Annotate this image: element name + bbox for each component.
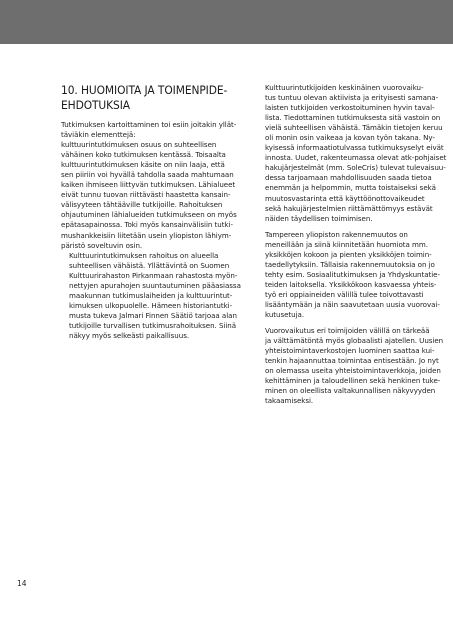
text-line: tenkin hajaannuttaa toimintaa entisestään. Jo nyt [265, 356, 439, 366]
heading-line: 10. HUOMIOITA JA TOIMENPIDE- [61, 83, 228, 97]
text-line: ohjautuminen lähialueiden tutkimukseen on myös [61, 210, 237, 220]
text-line: takaamiseksi. [265, 396, 314, 406]
text-line: suhteellisen vähäistä. Yllättävintä on Suomen [69, 260, 230, 270]
body-paragraph [257, 83, 447, 224]
left-paragraphs [61, 120, 241, 341]
text-line: näkyy myös selkeästi paikallisuus. [69, 330, 190, 340]
text-line: kulttuurintutkimuksen osuus on suhteellisen [61, 140, 217, 150]
text-line: sekä hakujärjestelmien riittämättömyys estävät [265, 203, 433, 213]
text-line: kaiken ihmiseen liittyvän tutkimuksen. Lähialueet [61, 180, 236, 190]
text-line: ja välttämätöntä myös globaalisti ajatellen. Uusien [265, 336, 444, 346]
text-line: tutkijoille turvallisen tutkimusrahoituksen. Siinä [69, 320, 236, 330]
text-line: välisyyteen tähtääville tutkijoille. Rahoituksen [61, 200, 223, 210]
text-line: kulttuurintutkimuksen käsite on niin laaja, että [61, 160, 225, 170]
body-paragraph [61, 120, 237, 140]
chapter-heading [61, 83, 228, 113]
text-line: tehty esim. Sosiaalitutkimuksen ja Yhdyskuntatie- [265, 269, 440, 279]
text-line: muutosvastarinta että käyttöönottovaikeudet [265, 193, 425, 203]
text-line: täviäkin elementtejä: [61, 130, 136, 140]
text-line: teiden laitoksella. Yksikkökoon kasvaessa yhteis- [265, 279, 437, 289]
text-line: vähäinen koko tutkimuksen kentässä. Toisaalta [61, 150, 226, 160]
right-column [257, 83, 447, 406]
page-number: 14 [17, 579, 27, 588]
text-line: meneillään ja siinä kiinnitetään huomiota mm. [265, 239, 428, 249]
text-line: minen on oleellista valtakunnallisen näkyvyyden [265, 386, 436, 396]
heading-line: EHDOTUKSIA [61, 98, 130, 112]
text-line: lisääntymään ja näin saavutetaan uusia vuorovai- [265, 299, 440, 309]
text-line: maakunnan tutkimuslaiheiden ja kulttuurintut- [69, 290, 233, 300]
text-line: kyisessä informaatiotulvassa tutkimuksyselyt eivät [265, 143, 444, 153]
text-line: dessa tarjoamaan mahdollisuuden saada tietoa [265, 173, 432, 183]
text-line: Tutkimuksen kartoittaminen toi esiin joitakin yllät- [61, 120, 237, 129]
text-line: taedellytyksiin. Tällaisia rakennemuutoksia on jo [265, 259, 435, 269]
body-paragraph [257, 326, 444, 406]
text-line: yksikköjen kokoon ja pienten yksikköjen toimin- [265, 249, 432, 259]
text-line: kutusetuja. [265, 310, 305, 320]
text-line: nettyjen apurahojen suuntautuminen pääasiassa [69, 280, 241, 290]
text-line: kimuksen ulkopuolelle. Hämeen historiantutki- [69, 300, 233, 310]
text-line: musta tukeva Jalmari Finnen Säätiö tarjoaa alan [69, 310, 237, 320]
text-line: näiden täydellisen toimimisen. [265, 213, 373, 223]
text-line: Vuorovaikutus eri toimijoiden välillä on tärkeää [265, 326, 430, 336]
text-line: Kulttuurirahaston Pirkanmaan rahastosta myön- [69, 270, 238, 280]
body-paragraph [61, 250, 241, 341]
left-column [61, 83, 241, 341]
text-line: enemmän ja helpommin, mutta toistaiseksi sekä [265, 183, 436, 193]
text-line: on olemassa useita yhteistoimintaverkkoja, joiden [265, 366, 441, 376]
header-band [0, 0, 453, 44]
text-line: hakujärjestelmät (mm. SoleCris) tulevat tulevaisuu- [265, 163, 446, 173]
text-line: innosta. Uudet, rakenteumassa olevat atk-pohjaiset [265, 153, 447, 163]
text-line: epätasapainossa. Toki myös kansainvälisiin tutki- [61, 220, 233, 230]
body-paragraph [257, 229, 440, 320]
text-line: työ eri oppiaineiden välillä tulee toivottavasti [265, 289, 424, 299]
text-line: Kulttuurintutkimuksen rahoitus on alueella [69, 250, 219, 260]
text-line: Kulttuurintutkijoiden keskinäinen vuorovaiku- [265, 83, 424, 92]
text-line: oli monin osin vaikeaa ja kovan työn takana. Ny- [265, 133, 435, 143]
text-line: sen piiriin voi hyvällä tahdolla saada mahtumaan [61, 170, 234, 180]
right-paragraphs [257, 83, 447, 406]
body-paragraph [61, 140, 237, 251]
text-line: eivät tunnu tuovan riittävästi haastetta kansain- [61, 190, 231, 200]
text-line: laisten tutkijoiden verkostoituminen hyvin taval- [265, 103, 435, 113]
text-line: kehittäminen ja taloudellinen sekä henkinen tuke- [265, 376, 441, 386]
text-line: tus tuntuu olevan aktiivista ja erityisesti samana- [265, 93, 439, 103]
text-line: lista. Tiedottaminen tutkimuksesta sitä vastoin on [265, 113, 441, 123]
text-line: mushankkeisiin liitetään usein yliopiston lähiym- [61, 230, 232, 240]
text-line: Tampereen yliopiston rakennemuutos on [265, 229, 408, 239]
text-line: päristö soveltuvin osin. [61, 240, 143, 250]
text-line: vielä suhteellisen vähäistä. Tämäkin tietojen keruu [265, 123, 443, 133]
text-line: yhteistoimintaverkostojen luominen saattaa kui- [265, 346, 435, 356]
